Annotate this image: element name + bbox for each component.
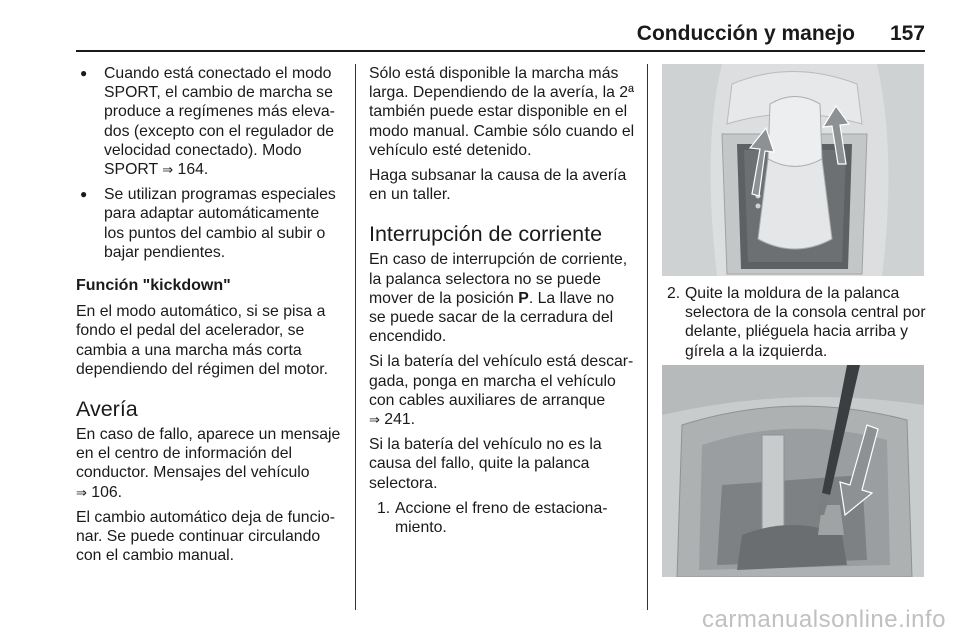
kickdown-paragraph: En el modo automático, si se pisa a fondo el pedal del acelerador, se cambia a una marcha más corta dependiendo del régimen del motor. [76, 303, 329, 378]
list-item: ● Se utilizan programas especiales para adaptar automáticamente los puntos del cambio al subir o bajar pendientes. [76, 185, 342, 262]
header-rule [76, 50, 925, 52]
kickdown-heading: Función "kickdown" [76, 277, 231, 295]
causa-paragraph: Si la batería del vehículo no es la causa del fallo, quite la palanca selectora. [369, 436, 602, 492]
gear-selector-illustration [662, 64, 924, 276]
averia-paragraph: En caso de fallo, aparece un mensaje en el centro de información del conductor. Mensajes del vehículo ⇒ 106. [76, 426, 341, 501]
interrupcion-heading: Interrupción de corriente [369, 222, 603, 247]
gear-selector-drawing [662, 64, 924, 276]
averia-paragraph-2: El cambio automático deja de funcionar. Se puede continuar circulando con el cambio manual. [76, 508, 336, 565]
page-reference-link[interactable]: 106. [91, 483, 123, 501]
steps-list [369, 499, 635, 537]
averia-heading: Avería [76, 397, 138, 422]
column-divider [647, 64, 648, 610]
bullet-list [76, 64, 342, 262]
list-item: 2. Quite la moldura de la palanca selectora de la consola central por delante, pliéguela hacia arriba y gírela a la izquierda. [667, 285, 926, 360]
reference-arrow-icon: ⇒ [369, 412, 380, 428]
column-right [661, 284, 926, 361]
interrupcion-paragraph: En caso de interrupción de corriente, la palanca selectora no se puede mover de la posición P. La llave no se puede sacar de la cerradura del encendido. [369, 251, 628, 346]
trim-removal-drawing [662, 365, 924, 577]
page-number: 157 [889, 22, 925, 45]
reference-arrow-icon: ⇒ [76, 484, 87, 500]
console-trim-illustration [662, 365, 924, 577]
reference-arrow-icon: ⇒ [162, 162, 174, 178]
page-reference-link[interactable]: 164. [177, 161, 209, 179]
list-item: 1. Accione el freno de estacionamiento. [377, 499, 608, 537]
page-reference-link[interactable]: 241. [384, 411, 416, 429]
column-middle [369, 64, 635, 537]
column-left [76, 64, 342, 571]
bateria-paragraph: Si la batería del vehículo está descargada, ponga en marcha el vehículo con cables auxiliares de arranque ⇒ 241. [369, 353, 634, 429]
steps-list [661, 284, 926, 361]
column-divider [355, 64, 356, 610]
workshop-paragraph: Haga subsanar la causa de la avería en un taller. [369, 167, 627, 204]
list-item: ● Cuando está conectado el modo SPORT, el cambio de marcha se produce a regímenes más elevados (excepto con el regulador de velocidad conectado). Modo SPORT ⇒ 164. [76, 64, 342, 179]
watermark: carmanualsonline.info [702, 606, 946, 633]
section-title: Conducción y manejo [636, 22, 855, 45]
failure-paragraph: Sólo está disponible la marcha más larga. Dependiendo de la avería, la 2ª también puede estar disponible en el modo manual. Cambie sólo cuando el vehículo esté detenido. [369, 65, 635, 159]
